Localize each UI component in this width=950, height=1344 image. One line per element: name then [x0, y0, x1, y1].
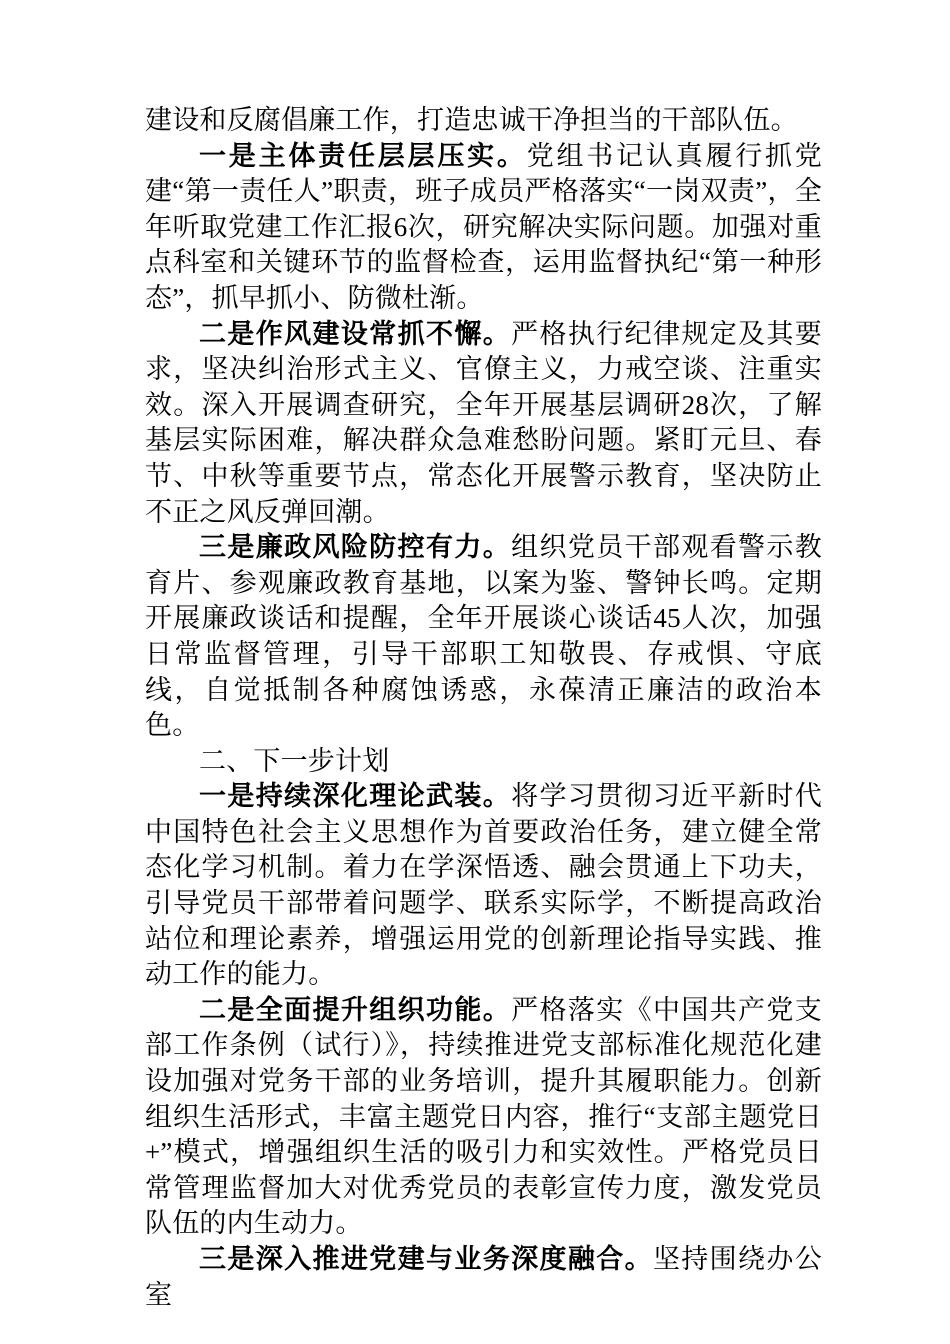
- paragraph-lead: 一是持续深化理论武装。: [199, 781, 512, 812]
- paragraph-text: 坚持围绕办公室: [145, 1244, 822, 1310]
- section-heading-text: 二、下一步计划: [199, 745, 390, 776]
- paragraph-point-3: [145, 530, 822, 744]
- paragraph-lead: 三是廉政风险防控有力。: [199, 532, 512, 563]
- paragraph-lead: 三是深入推进党建与业务深度融合。: [199, 1244, 653, 1274]
- paragraph-text: 组织党员干部观看警示教育片、参观廉政教育基地，以案为鉴、警钟长鸣。定期开展廉政谈话和提醒，全年开展谈心谈话45人次，加强日常监督管理，引导干部职工知敬畏、存戒惧、守底线，自觉抵制各种腐蚀诱惑，永葆清正廉洁的政治本色。: [145, 532, 823, 741]
- paragraph-text: 严格执行纪律规定及其要求，坚决纠治形式主义、官僚主义，力戒空谈、注重实效。深入开展调查研究，全年开展基层调研28次，了解基层实际困难，解决群众急难愁盼问题。紧盯元旦、春节、中秋等重要节点，常态化开展警示教育，坚决防止不正之风反弹回潮。: [145, 318, 823, 527]
- paragraph-lead: 二是作风建设常抓不懈。: [199, 318, 512, 349]
- paragraph-text: 严格落实《中国共产党支部工作条例（试行）》，持续推进党支部标准化规范化建设加强对党务干部的业务培训，提升其履职能力。创新组织生活形式，丰富主题党日内容，推行“支部主题党日+”模式，增强组织生活的吸引力和实效性。严格党员日常管理监督加大对优秀党员的表彰宣传力度，激发党员队伍的内生动力。: [145, 994, 823, 1239]
- paragraph-plan-2: [145, 993, 822, 1242]
- paragraph-plan-3: [145, 1242, 822, 1313]
- section-heading-next-steps: [145, 744, 822, 780]
- paragraph-lead: 二是全面提升组织功能。: [199, 994, 512, 1025]
- paragraph-text: 建设和反腐倡廉工作，打造忠诚干净担当的干部队伍。: [145, 105, 798, 135]
- paragraph-plan-1: [145, 779, 822, 993]
- paragraph-text: 党组书记认真履行抓党建“第一责任人”职责，班子成员严格落实“一岗双责”，全年听取党建工作汇报6次，研究解决实际问题。加强对重点科室和关键环节的监督检查，运用监督执纪“第一种形态”，抓早抓小、防微杜渐。: [145, 140, 823, 313]
- paragraph-point-1: [145, 139, 822, 317]
- paragraph-point-2: [145, 317, 822, 531]
- paragraph-continuation: [145, 103, 822, 139]
- paragraph-text: 将学习贯彻习近平新时代中国特色社会主义思想作为首要政治任务，建立健全常态化学习机制。着力在学深悟透、融会贯通上下功夫，引导党员干部带着问题学、联系实际学，不断提高政治站位和理论素养，增强运用党的创新理论指导实践、推动工作的能力。: [145, 781, 823, 990]
- paragraph-lead: 一是主体责任层层压实。: [199, 140, 527, 171]
- document-body: [145, 103, 822, 1313]
